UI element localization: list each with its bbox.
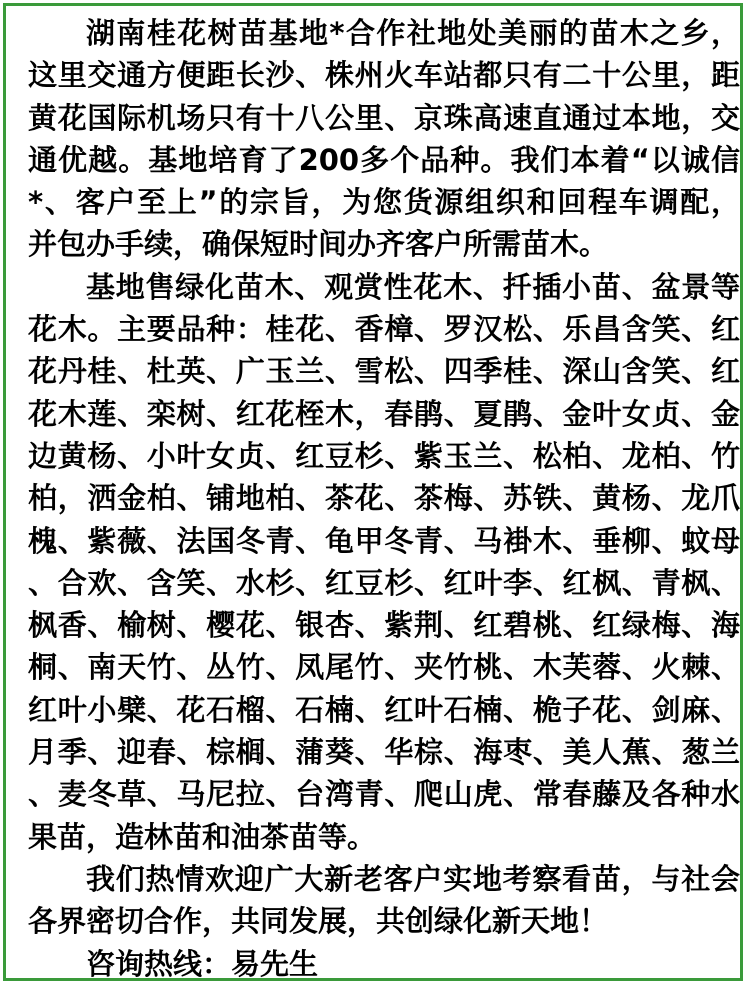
text-line [28,477,740,519]
text-line-content: 基地售绿化苗木、观赏性花木、扦插小苗、盆景等 [86,269,740,304]
text-line-content: 湖南桂花树苗基地*合作社地处美丽的苗木之乡， [86,16,740,50]
text-line-content: 通优越。基地培育了200多个品种。我们本着“以诚信 [28,142,740,177]
text-line-content: 黄花国际机场只有十八公里、京珠高速直通过本地，交 [28,100,740,135]
text-line [28,816,740,858]
text-line [28,393,740,435]
text-line [28,604,740,646]
text-line [28,181,740,223]
text-line-content: 并包办手续，确保短时间办齐客户所需苗木。 [28,227,609,262]
text-line-content: 、合欢、含笑、水杉、红豆杉、红叶李、红枫、青枫、 [28,565,740,600]
text-line-content: 红叶小檗、花石榴、石楠、红叶石楠、桅子花、剑麻、 [28,692,740,727]
text-line [28,97,740,139]
text-line [28,773,740,815]
text-line-content: *、客户至上”的宗旨，为您货源组织和回程车调配， [28,185,740,220]
text-line [28,900,740,942]
text-line [28,562,740,604]
contact-hotline-text: 咨询热线：易先生 [86,946,319,981]
text-line-content: 边黄杨、小叶女贞、红豆杉、紫玉兰、松柏、龙柏、竹 [28,438,740,473]
text-line [28,54,740,96]
text-line-content: 花木莲、栾树、红花桎木，春鹃、夏鹃、金叶女贞、金 [28,396,740,431]
document-body [28,12,740,985]
text-line [28,731,740,773]
text-line-content: 枫香、榆树、樱花、银杏、紫荆、红碧桃、红绿梅、海 [28,608,740,643]
text-line-content: 月季、迎春、棕榈、蒲葵、华棕、海枣、美人蕉、葱兰 [28,735,740,770]
text-line-content: 槐、紫薇、法国冬青、龟甲冬青、马褂木、垂柳、蚊母 [28,523,740,558]
text-line [28,223,740,265]
text-line-content: 果苗，造林苗和油茶苗等。 [28,819,377,854]
text-line [28,266,740,308]
text-line [28,858,740,900]
text-line-content: 、麦冬草、马尼拉、台湾青、爬山虎、常春藤及各种水 [28,777,740,812]
text-line-content: 柏，洒金柏、铺地柏、茶花、茶梅、苏铁、黄杨、龙爪 [28,481,740,516]
text-line [28,139,740,181]
text-line [28,689,740,731]
text-line [28,520,740,562]
text-line-content: 桐、南天竹、丛竹、凤尾竹、夹竹桃、木芙蓉、火棘、 [28,650,740,685]
text-line-content: 各界密切合作，共同发展，共创绿化新天地！ [28,904,609,939]
text-line-content: 这里交通方便距长沙、株州火车站都只有二十公里，距 [28,58,740,93]
contact-line [28,943,740,985]
text-line-content: 花木。主要品种：桂花、香樟、罗汉松、乐昌含笑、红 [28,312,740,347]
text-line [28,12,740,54]
text-line-content: 花丹桂、杜英、广玉兰、雪松、四季桂、深山含笑、红 [28,354,740,389]
text-line [28,435,740,477]
text-line [28,308,740,350]
text-line [28,646,740,688]
text-line [28,350,740,392]
text-line-content: 我们热情欢迎广大新老客户实地考察看苗，与社会 [86,861,740,896]
green-border-frame [3,3,743,981]
